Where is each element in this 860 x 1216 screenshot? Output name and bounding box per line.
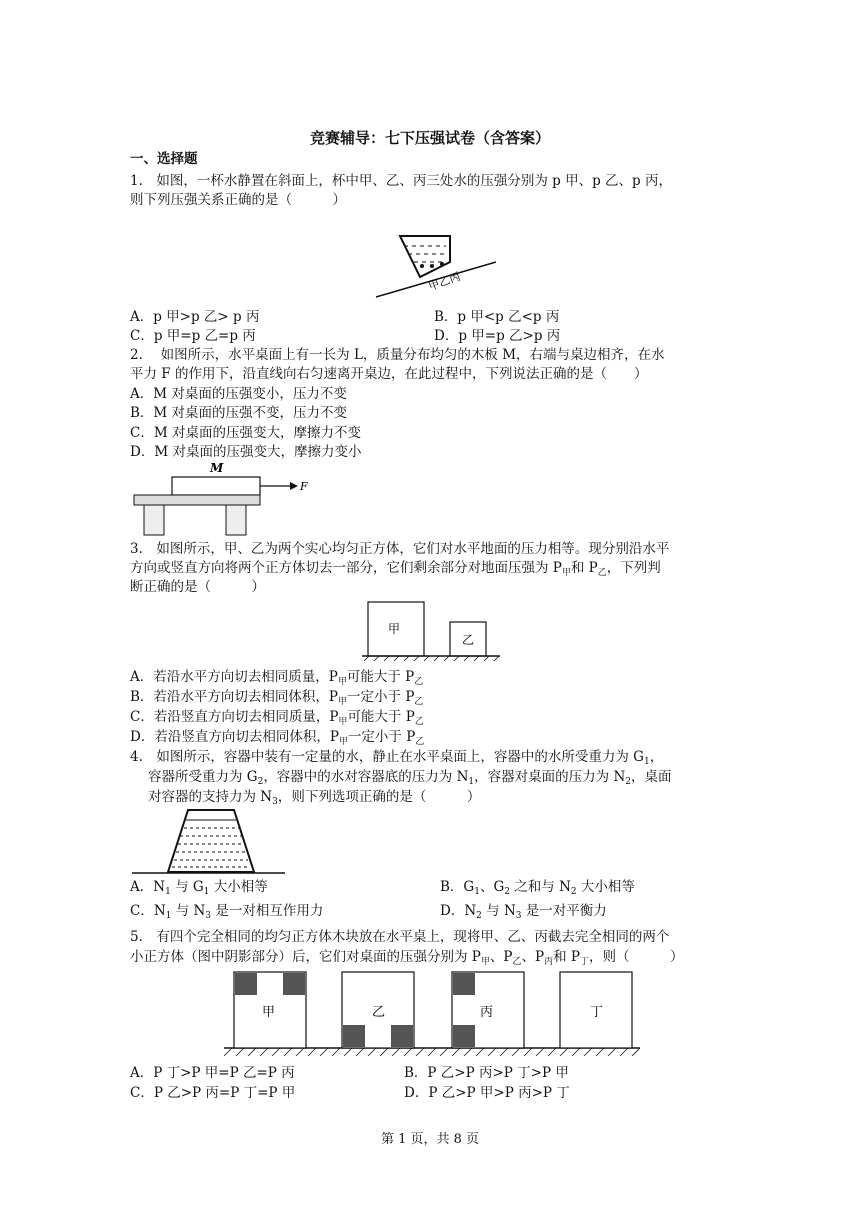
q5-option-d: D．P 乙>P 甲>P 丙>P 丁 — [404, 1085, 570, 1101]
q5-figure-label-jia: 甲 — [262, 1005, 276, 1020]
q3-figure-two-cubes — [360, 600, 505, 662]
q4-option-a: A．$N_1$ 与 $G_1$ 大小相等 — [130, 879, 268, 897]
q3-option-a: A．若沿水平方向切去相同质量，$P_甲$可能大于 $P_乙$ — [130, 669, 424, 687]
q5-figure-label-yi: 乙 — [372, 1005, 386, 1020]
q2-option-b: B．M 对桌面的压强不变，压力不变 — [130, 405, 348, 421]
q4-stem-line2: 容器所受重力为 $G_2$，容器中的水对容器底的压力为 $N_1$，容器对桌面的压力为 $N_2$，桌面 — [148, 769, 672, 787]
q2-stem-line1: 2. 如图所示，水平桌面上有一长为 L，质量分布均匀的木板 M，右端与桌边相齐，在水 — [130, 347, 665, 363]
q5-option-c: C．P 乙>P 丙=P 丁=P 甲 — [130, 1085, 296, 1101]
q1-option-c: C．p 甲=p 乙=p 丙 — [130, 328, 256, 344]
q1-stem-line2: 则下列压强关系正确的是（ ） — [130, 192, 346, 208]
q1-option-a: A．p 甲>p 乙> p 丙 — [130, 309, 260, 325]
q3-stem-line2: 方向或竖直方向将两个正方体切去一部分，它们剩余部分对地面压强为 $P_甲$和 $P_乙$，下列判 — [130, 560, 661, 578]
q3-stem-line1: 3. 如图所示，甲、乙为两个实心均匀正方体，它们对水平地面的压力相等。现分别沿水平 — [130, 541, 670, 557]
q1-option-b: B．p 甲<p 乙<p 丙 — [434, 309, 560, 325]
q2-option-a: A．M 对桌面的压强变小，压力不变 — [130, 386, 347, 402]
q4-option-c: C．$N_1$ 与 $N_3$ 是一对相互作用力 — [130, 903, 324, 921]
q5-figure-four-cubes — [222, 968, 642, 1060]
q2-option-c: C．M 对桌面的压强变大，摩擦力不变 — [130, 425, 361, 441]
q1-figure-inclined-cup — [372, 222, 502, 302]
page-title: 竞赛辅导：七下压强试卷（含答案） — [309, 129, 550, 147]
q1-stem-line1: 1. 如图，一杯水静置在斜面上，杯中甲、乙、丙三处水的压强分别为 p 甲、p 乙、p 丙， — [130, 173, 672, 189]
q5-stem-line2: 小正方体（图中阴影部分）后，它们对桌面的压强分别为 $P_甲$、$P_乙$、$P_丙$和 $P_丁$，则（ ） — [130, 949, 684, 967]
q5-option-a: A．P 丁>P 甲=P 乙=P 丙 — [130, 1065, 295, 1081]
q2-option-d: D．M 对桌面的压强变大，摩擦力变小 — [130, 444, 362, 460]
q3-figure-label-jia: 甲 — [388, 622, 401, 636]
q5-figure-label-ding: 丁 — [590, 1005, 604, 1020]
q2-stem-line2: 平力 F 的作用下，沿直线向右匀速离开桌边，在此过程中，下列说法正确的是（ ） — [130, 366, 648, 382]
q1-figure-label: 甲乙丙 — [426, 269, 463, 294]
q4-stem-line1: 4. 如图所示，容器中装有一定量的水，静止在水平桌面上，容器中的水所受重力为 $G_1$， — [130, 749, 664, 767]
q2-figure-label-m: M — [210, 461, 224, 475]
q4-option-b: B．$G_1$、$G_2$ 之和与 $N_2$ 大小相等 — [440, 879, 635, 897]
q3-figure-label-yi: 乙 — [462, 633, 475, 647]
q3-option-d: D．若沿竖直方向切去相同体积，$P_甲$一定小于 $P_乙$ — [130, 729, 425, 747]
q1-option-d: D．p 甲=p 乙>p 丙 — [434, 328, 561, 344]
q5-option-b: B．P 乙>P 丙>P 丁>P 甲 — [404, 1065, 569, 1081]
q3-stem-line3: 断正确的是（ ） — [130, 579, 265, 595]
q5-stem-line1: 5. 有四个完全相同的均匀正方体木块放在水平桌上，现将甲、乙、丙截去完全相同的两个 — [130, 929, 670, 945]
q4-stem-line3: 对容器的支持力为 $N_3$，则下列选项正确的是（ ） — [148, 789, 481, 807]
q2-figure-label-f: F — [300, 480, 308, 493]
q4-option-d: D．$N_2$ 与 $N_3$ 是一对平衡力 — [440, 903, 607, 921]
q4-figure-container — [130, 806, 290, 876]
section-heading: 一、选择题 — [130, 151, 198, 167]
q3-option-c: C．若沿竖直方向切去相同质量，$P_甲$可能大于 $P_乙$ — [130, 709, 424, 727]
q2-figure-board-on-table — [130, 460, 320, 538]
page-footer: 第 1 页，共 8 页 — [380, 1132, 480, 1147]
q5-figure-label-bing: 丙 — [480, 1005, 494, 1020]
q3-option-b: B．若沿水平方向切去相同体积，$P_甲$一定小于 $P_乙$ — [130, 689, 424, 707]
